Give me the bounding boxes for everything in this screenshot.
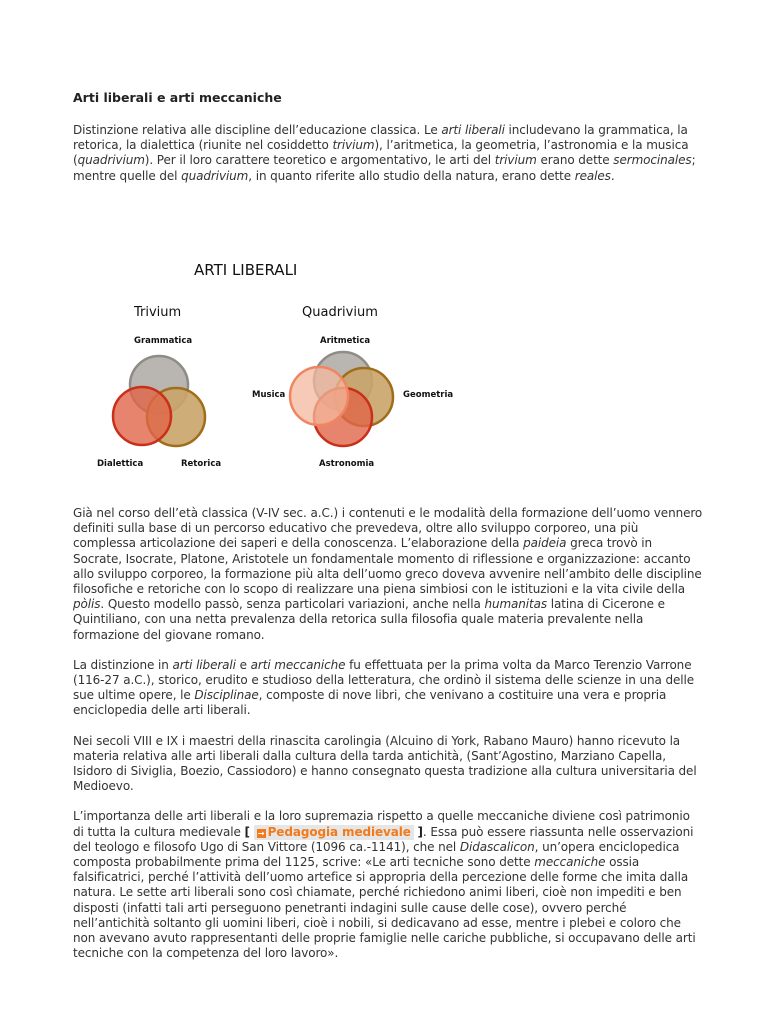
- text: , composte di nove libri, che venivano a costituire una vera e propria enciclopedia delle arti liberali.: [73, 688, 667, 718]
- emphasis: arti liberali: [172, 657, 236, 672]
- document-page: [73, 89, 703, 184]
- quadrivium-title: Quadrivium: [302, 305, 378, 320]
- emphasis: humanitas: [484, 597, 548, 612]
- label-aritmetica: Aritmetica: [320, 336, 371, 346]
- circle-musica: [290, 367, 348, 425]
- intro-paragraph: [73, 123, 703, 184]
- text: . Essa può essere riassunta nelle osservazioni del teologo e filosofo Ugo di San Vittore (1096 ca.-1141), che nel: [73, 824, 694, 854]
- bracket-open: [: [244, 824, 250, 839]
- text: includevano la grammatica, la retorica, la dialettica (riunite nel cosiddetto: [73, 123, 688, 153]
- label-musica: Musica: [252, 390, 286, 400]
- emphasis: quadrivium: [181, 168, 249, 183]
- bracket-close: ]: [417, 824, 423, 839]
- text: , un’opera enciclopedica composta probabilmente prima del 1125, scrive: «Le arti tecniche sono dette: [73, 839, 680, 870]
- link-label: Pedagogia medievale: [267, 824, 411, 839]
- text: erano dette: [536, 153, 614, 168]
- text: , in quanto riferite allo studio della natura, erano dette: [248, 168, 575, 183]
- label-dialettica: Dialettica: [97, 459, 144, 469]
- text: ossia falsificatrici, perché l’attività dell’uomo artefice si appropria della percezione delle forme che imita dalla natura. Le sette arti liberali sono così chiamate, perché richiedono animi liberi, cioè non impediti e ben disposti (infatti tali arti perseguono penetranti indagini sulle cause delle cose), ovvero perché nell’antichità soltanto gli uomini liberi, cioè i nobili, si dedicavano ad esse, mentre i plebei e coloro che non avevano avuto rappresentanti delle proprie famiglie nelle cariche pubbliche, si occupavano delle arti tecniche con la competenza del loro lavoro».: [73, 855, 696, 961]
- emphasis: trivium: [494, 153, 537, 168]
- diagram-title: ARTI LIBERALI: [194, 261, 298, 279]
- emphasis: trivium: [332, 138, 375, 153]
- emphasis: Disciplinae: [194, 688, 259, 703]
- text: fu effettuata per la prima volta da Marco Terenzio Varrone (116-27 a.C.), storico, erudito e studioso della letteratura, che ordinò il sistema delle scienze in una delle sue ultime opere, le: [73, 657, 695, 703]
- text: latina di Cicerone e Quintiliano, con una netta prevalenza della retorica sulla filosofia quale materia prevalente nella formazione del giovane romano.: [73, 597, 665, 642]
- text: ). Per il loro carattere teoretico e argomentativo, le arti del: [144, 153, 495, 168]
- venn-diagram: [90, 255, 490, 480]
- label-astronomia: Astronomia: [319, 459, 375, 469]
- emphasis: Didascalicon: [459, 839, 535, 854]
- trivium-title: Trivium: [134, 305, 182, 320]
- text: . Questo modello passò, senza particolari variazioni, anche nella: [100, 597, 485, 612]
- emphasis: paideia: [523, 536, 567, 551]
- pedagogia-medievale-link[interactable]: [254, 825, 414, 840]
- label-geometria: Geometria: [403, 390, 454, 400]
- text: ; mentre quelle del: [73, 153, 696, 183]
- text: e: [235, 657, 251, 672]
- text: Nei secoli VIII e IX i maestri della rinascita carolingia (Alcuino di York, Rabano Mauro) hanno ricevuto la materia relativa alle arti liberali dalla cultura della tarda antichità, (Sant’Agostino, Marziano Capella, Isidoro di Siviglia, Boezio, Cassiodoro) e hanno consegnato questa tradizione alla cultura universitaria del Medioevo.: [73, 733, 697, 794]
- text: greca trovò in Socrate, Isocrate, Platone, Aristotele un fondamentale momento di riflessione e organizzazione: accanto allo sviluppo corporeo, la formazione più alta dell’uomo greco doveva avvenire nell’ambito delle discipline filosofiche e retoriche con lo scopo di realizzare una piena simbiosi con le istituzioni e la vita civile della: [73, 536, 702, 597]
- emphasis: reales: [574, 168, 611, 183]
- paragraph-ugo: [73, 809, 703, 961]
- circle-dialettica: [113, 387, 171, 445]
- emphasis: arti meccaniche: [250, 657, 346, 672]
- text: .: [610, 168, 615, 183]
- text: La distinzione in: [73, 657, 173, 672]
- body-text: [73, 506, 703, 961]
- label-retorica: Retorica: [181, 459, 222, 469]
- text: ), l’aritmetica, la geometria, l’astronomia e la musica (: [73, 138, 689, 168]
- emphasis: quadrivium: [77, 153, 145, 168]
- label-grammatica: Grammatica: [134, 336, 193, 346]
- paragraph-carolingia: [73, 734, 703, 795]
- page-title: Arti liberali e arti meccaniche: [73, 90, 282, 105]
- arti-liberali-diagram: [90, 255, 490, 480]
- text: Distinzione relativa alle discipline dell’educazione classica. Le: [73, 123, 442, 137]
- paragraph-paideia: [73, 506, 703, 643]
- emphasis: meccaniche: [534, 855, 606, 870]
- arrow-right-icon: →: [257, 828, 265, 838]
- emphasis: sermocinales: [613, 153, 692, 168]
- emphasis: pòlis: [73, 597, 101, 612]
- emphasis: arti liberali: [441, 123, 505, 137]
- text: Già nel corso dell’età classica (V-IV sec. a.C.) i contenuti e le modalità della formazione dell’uomo vennero definiti sulla base di un percorso educativo che prevedeva, oltre allo sviluppo corporeo, una più complessa articolazione dei saperi e della conoscenza. L’elaborazione della: [73, 506, 703, 551]
- text: L’importanza delle arti liberali e la loro supremazia rispetto a quelle meccaniche diviene così patrimonio di tutta la cultura medievale: [73, 809, 690, 839]
- paragraph-varrone: [73, 658, 703, 719]
